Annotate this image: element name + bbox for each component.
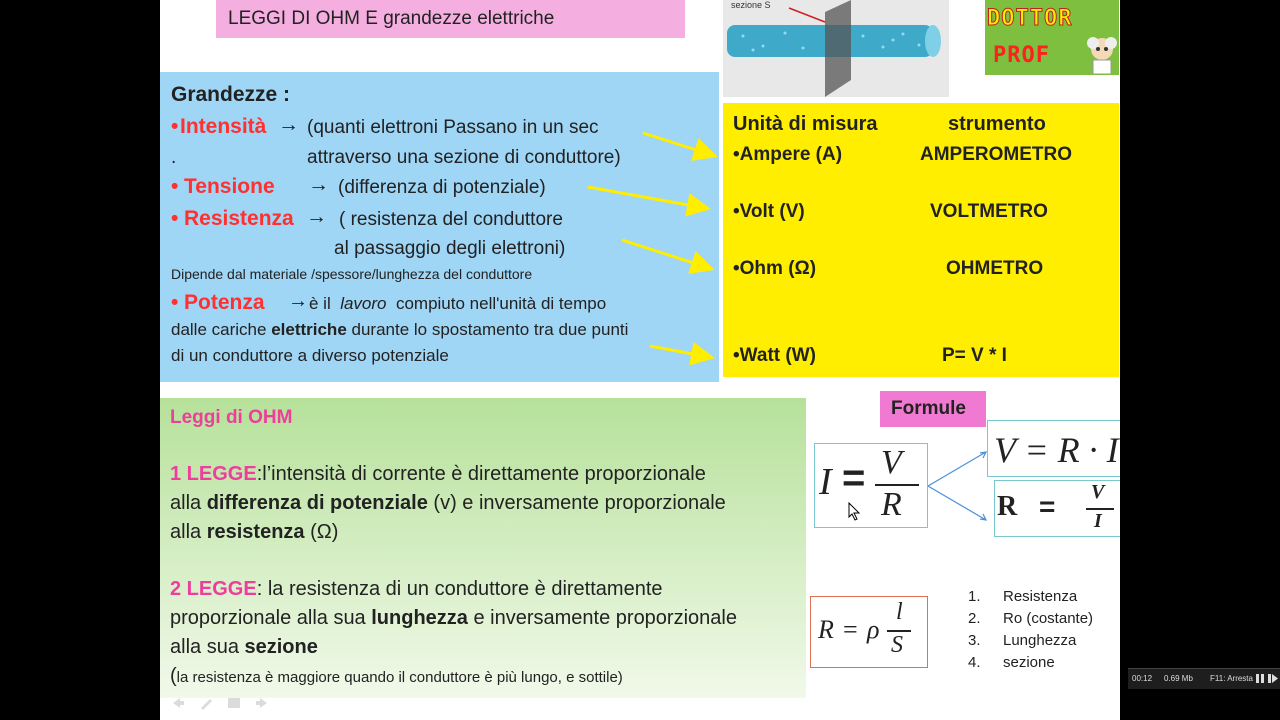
formula-r-eq: = bbox=[1039, 491, 1056, 522]
legend-n2: 2. bbox=[968, 610, 981, 627]
row-volt-tool: VOLTMETRO bbox=[930, 201, 1048, 222]
recording-size: 0.69 Mb bbox=[1164, 674, 1193, 683]
legge1-l3c: (Ω) bbox=[310, 521, 339, 543]
formula-den: R bbox=[881, 486, 902, 523]
row-watt-unit: •Watt (W) bbox=[733, 345, 816, 366]
legge1-l3a: alla bbox=[170, 521, 202, 543]
formule-text: Formule bbox=[891, 398, 966, 419]
intensita-label: Intensità bbox=[180, 115, 267, 138]
resistenza-bullet: • bbox=[171, 207, 179, 230]
unita-header: Unità di misura bbox=[733, 113, 878, 135]
potenza-p1: è il bbox=[309, 294, 331, 313]
legge1-line1 bbox=[170, 463, 706, 486]
resistenza-desc2: al passaggio degli elettroni) bbox=[334, 238, 566, 259]
logo-line2: PROF bbox=[993, 43, 1050, 68]
potenza-elettriche: elettriche bbox=[271, 320, 347, 339]
formula-r-num: V bbox=[1091, 481, 1105, 503]
row-ohm-unit: •Ohm (Ω) bbox=[733, 258, 817, 279]
legge1-l1: :l’intensità di corrente è direttamente proporzionale bbox=[256, 463, 706, 485]
sezione-label: sezione S bbox=[731, 0, 771, 10]
intensita-desc2: attraverso una sezione di conduttore) bbox=[307, 147, 621, 168]
legge1-label: 1 LEGGE bbox=[170, 463, 257, 485]
row-volt-unit: •Volt (V) bbox=[733, 201, 805, 222]
legge2-note: la resistenza è maggiore quando il conduttore è più lungo, e sottile) bbox=[176, 669, 623, 686]
legend-n3: 3. bbox=[968, 632, 981, 649]
recording-time: 00:12 bbox=[1132, 674, 1153, 683]
tensione-arrow: → bbox=[308, 173, 329, 196]
stop-icon[interactable] bbox=[1268, 674, 1278, 683]
resistenza-desc1: ( resistenza del conduttore bbox=[339, 209, 563, 230]
formula-r-left: R bbox=[997, 491, 1018, 522]
legge1-line2 bbox=[170, 492, 726, 515]
slide bbox=[160, 0, 1120, 720]
legend-ro: Ro (costante) bbox=[1003, 610, 1094, 627]
formula-ohm-box bbox=[814, 443, 928, 528]
potenza-line2a: dalle cariche bbox=[171, 320, 267, 339]
formula-r-den: I bbox=[1094, 510, 1102, 532]
formula-eq: = bbox=[842, 456, 866, 500]
logo-line1: DOTTOR bbox=[987, 6, 1073, 31]
formula-rho-r: R bbox=[818, 615, 834, 644]
legge2-l3b: sezione bbox=[244, 636, 318, 658]
formula-rho-eq: = bbox=[843, 615, 858, 644]
grandezze-heading: Grandezze : bbox=[171, 83, 291, 106]
legge1-l3b: resistenza bbox=[206, 521, 305, 543]
intensita-arrow: → bbox=[278, 113, 299, 136]
strumento-header: strumento bbox=[948, 113, 1046, 135]
formula-rho-num: l bbox=[896, 599, 903, 625]
formula-i: I bbox=[819, 461, 832, 503]
potenza-arrow: → bbox=[288, 290, 308, 312]
arrow-intensita bbox=[643, 133, 712, 155]
formula-v: V = R · I bbox=[994, 430, 1119, 470]
mouse-cursor-icon bbox=[848, 502, 862, 522]
resistenza-note: Dipende dal materiale /spessore/lunghezza del conduttore bbox=[171, 266, 533, 282]
recorder-status-bar bbox=[1128, 668, 1280, 689]
legge2-l1: : la resistenza di un conduttore è direttamente bbox=[256, 578, 663, 600]
leggi-panel bbox=[160, 398, 806, 698]
formula-legend bbox=[966, 586, 1116, 676]
title-text: LEGGI DI OHM E grandezze elettriche bbox=[228, 8, 555, 29]
legge2-line1 bbox=[170, 578, 663, 601]
legge1-l2c: (v) e inversamente proporzionale bbox=[433, 492, 726, 514]
formula-num: V bbox=[881, 444, 902, 481]
tensione-label: Tensione bbox=[184, 175, 275, 198]
prev-slide-icon[interactable] bbox=[170, 695, 186, 711]
row-watt-tool: P= V * I bbox=[942, 345, 1007, 366]
legge1-l2b: differenza di potenziale bbox=[206, 492, 428, 514]
next-slide-icon[interactable] bbox=[254, 695, 270, 711]
potenza-lavoro: lavoro bbox=[340, 294, 387, 313]
pen-icon[interactable] bbox=[198, 695, 214, 711]
formula-branch-arrows bbox=[926, 448, 990, 526]
menu-icon[interactable] bbox=[226, 695, 242, 711]
potenza-line2b: durante lo spostamento tra due punti bbox=[351, 320, 629, 339]
leggi-heading: Leggi di OHM bbox=[170, 407, 293, 428]
resistenza-arrow: → bbox=[306, 205, 327, 228]
connector-arrows bbox=[160, 0, 1120, 400]
legend-resistenza: Resistenza bbox=[1003, 588, 1078, 605]
formula-r-box bbox=[994, 480, 1120, 537]
row-ohm-tool: OHMETRO bbox=[946, 258, 1044, 279]
legend-n1: 1. bbox=[968, 588, 981, 605]
tensione-desc: (differenza di potenziale) bbox=[338, 177, 546, 198]
formule-label bbox=[880, 391, 986, 427]
legge2-l2c: e inversamente proporzionale bbox=[473, 607, 737, 629]
legge2-l3a: alla sua bbox=[170, 636, 239, 658]
legge2-line3 bbox=[170, 636, 318, 659]
tensione-bullet: • bbox=[171, 175, 179, 198]
intensita-dot: . bbox=[171, 147, 177, 168]
legge2-l2b: lunghezza bbox=[371, 607, 468, 629]
pause-icon[interactable] bbox=[1255, 674, 1265, 683]
formula-v-box bbox=[987, 420, 1120, 477]
intensita-bullet: • bbox=[171, 115, 179, 138]
potenza-line3: di un conduttore a diverso potenziale bbox=[171, 346, 449, 365]
potenza-label: Potenza bbox=[184, 291, 265, 314]
stop-hint: F11: Arresta bbox=[1210, 674, 1253, 683]
legend-n4: 4. bbox=[968, 654, 981, 671]
legge2-note-line bbox=[170, 665, 623, 688]
legend-sezione: sezione bbox=[1003, 654, 1055, 671]
arrow-resistenza bbox=[622, 240, 709, 268]
legge1-line3 bbox=[170, 521, 338, 544]
legge2-label: 2 LEGGE bbox=[170, 578, 257, 600]
legge2-paren: ( bbox=[170, 665, 177, 687]
row-ampere-tool: AMPEROMETRO bbox=[920, 144, 1072, 165]
potenza-bullet: • bbox=[171, 291, 179, 314]
legge2-line2 bbox=[170, 607, 737, 630]
legge2-l2a: proporzionale alla sua bbox=[170, 607, 366, 629]
arrow-potenza bbox=[650, 346, 709, 357]
arrow-tensione bbox=[588, 187, 705, 208]
row-ampere-unit: •Ampere (A) bbox=[733, 144, 843, 165]
formula-rho-den: S bbox=[891, 632, 903, 658]
legge1-l2a: alla bbox=[170, 492, 202, 514]
legend-lunghezza: Lunghezza bbox=[1003, 632, 1077, 649]
resistenza-label: Resistenza bbox=[184, 207, 294, 230]
slideshow-controls bbox=[170, 695, 280, 713]
potenza-p2: compiuto nell'unità di tempo bbox=[395, 294, 607, 313]
intensita-desc1: (quanti elettroni Passano in un sec bbox=[307, 117, 599, 138]
formula-rho-box bbox=[810, 596, 928, 668]
formula-rho-symbol: ρ bbox=[867, 615, 880, 644]
